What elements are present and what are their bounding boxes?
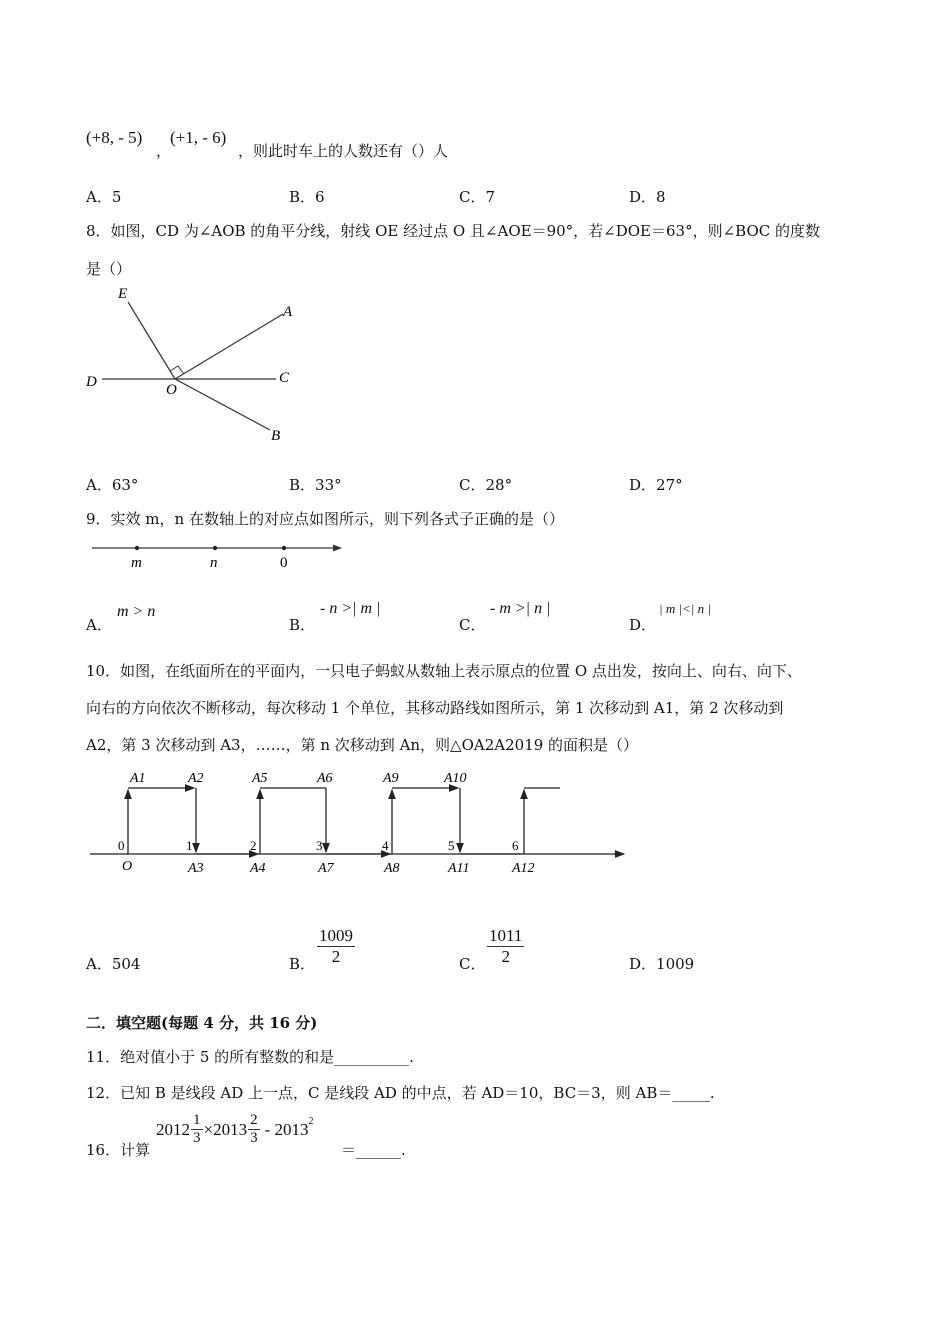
q9-option-a-expr: m > n xyxy=(117,603,156,620)
fraction-numerator: 1 xyxy=(193,1112,201,1128)
label-a6: A6 xyxy=(317,771,333,786)
q9-option-c-letter: C． xyxy=(459,616,486,634)
q8-text-line1: 8．如图，CD 为∠AOB 的角平分线，射线 OE 经过点 O 且∠AOE＝90°，若∠DOE＝63°，则∠BOC 的度数 xyxy=(86,222,820,240)
q10-option-c-fraction xyxy=(487,926,524,967)
q9-option-b-letter: B． xyxy=(289,616,316,634)
q9-option-d-letter: D． xyxy=(629,616,657,634)
q16-expression xyxy=(156,1112,314,1147)
expr-part: - 2013 xyxy=(264,1119,309,1139)
axis-label-zero: 0 xyxy=(280,555,288,571)
expr-fraction-1 xyxy=(191,1112,203,1147)
q11-text: 11．绝对值小于 5 的所有整数的和是__________. xyxy=(86,1048,414,1066)
label-a: A xyxy=(283,304,293,320)
q8-angle-figure xyxy=(80,280,310,450)
label-a4: A4 xyxy=(250,861,266,876)
q8-option-d: D．27° xyxy=(629,476,683,494)
label-a2: A2 xyxy=(188,771,204,786)
expr-part: 2012 xyxy=(156,1119,190,1139)
fraction-denominator: 2 xyxy=(501,947,510,966)
q10-option-b-fraction xyxy=(317,926,355,967)
q7-pair-2: (+1, - 6) xyxy=(170,128,227,147)
label-a7: A7 xyxy=(318,861,334,876)
label-a3: A3 xyxy=(188,861,204,876)
q8-option-a: A．63° xyxy=(86,476,139,494)
q7-sep: ， xyxy=(156,142,172,160)
fraction-numerator: 1011 xyxy=(489,926,523,945)
tick-6: 6 xyxy=(512,838,519,853)
axis-label-m: m xyxy=(131,555,142,571)
q10-option-c-letter: C． xyxy=(459,955,486,973)
q12-text: 12．已知 B 是线段 AD 上一点，C 是线段 AD 的中点，若 AD＝10，BC＝3，则 AB＝_____. xyxy=(86,1084,715,1102)
tick-0: 0 xyxy=(118,838,125,853)
label-origin: O xyxy=(122,859,133,874)
fraction-numerator: 2 xyxy=(250,1112,258,1128)
q9-option-c-expr: - m >| n | xyxy=(490,600,551,617)
label-b: B xyxy=(271,428,281,444)
tick-1: 1 xyxy=(186,838,193,853)
q9-option-a-letter: A． xyxy=(86,616,112,634)
section-title: 二．填空题(每题 4 分，共 16 分) xyxy=(86,1014,318,1032)
expr-fraction-2 xyxy=(248,1112,260,1147)
axis-label-n: n xyxy=(210,555,218,571)
q7-pair-1: (+8, - 5) xyxy=(86,128,143,147)
tick-4: 4 xyxy=(382,838,389,853)
label-d: D xyxy=(86,374,97,390)
q8-option-c: C．28° xyxy=(459,476,513,494)
q10-option-d: D．1009 xyxy=(629,955,695,973)
label-a8: A8 xyxy=(384,861,400,876)
q10-text-line2: 向右的方向依次不断移动，每次移动 1 个单位，其移动路线如图所示，第 1 次移动到 A1，第 2 次移动到 xyxy=(86,699,784,717)
label-a9: A9 xyxy=(383,771,399,786)
tick-3: 3 xyxy=(316,838,323,853)
q7-option-b: B．6 xyxy=(289,188,325,206)
q7-option-c: C．7 xyxy=(459,188,496,206)
q10-option-b-letter: B． xyxy=(289,955,316,973)
label-o: O xyxy=(166,382,177,398)
q7-option-d: D．8 xyxy=(629,188,666,206)
q9-option-d-expr: | m |<| n | xyxy=(659,601,711,616)
q16-tail: ＝______. xyxy=(341,1141,406,1159)
fraction-denominator: 3 xyxy=(250,1130,258,1146)
q10-option-a: A．504 xyxy=(86,955,141,973)
q7-text: ，则此时车上的人数还有（）人 xyxy=(238,142,449,160)
tick-2: 2 xyxy=(250,838,257,853)
q9-number-line xyxy=(86,536,356,576)
fraction-numerator: 1009 xyxy=(319,926,353,945)
expr-exponent: 2 xyxy=(308,1116,314,1127)
q10-text-line3: A2，第 3 次移动到 A3，……，第 n 次移动到 An，则△OA2A2019 的面积是（） xyxy=(86,736,639,754)
q10-path-figure xyxy=(84,764,644,884)
q8-text-line2: 是（） xyxy=(86,260,132,278)
label-a11: A11 xyxy=(448,861,470,876)
q16-prefix: 16．计算 xyxy=(86,1141,151,1159)
label-a10: A10 xyxy=(444,771,467,786)
q8-option-b: B．33° xyxy=(289,476,342,494)
expr-part: ×2013 xyxy=(203,1119,248,1139)
label-c: C xyxy=(279,370,290,386)
label-a1: A1 xyxy=(130,771,146,786)
q9-option-b-expr: - n >| m | xyxy=(320,600,381,617)
fraction-denominator: 2 xyxy=(331,947,341,966)
tick-5: 5 xyxy=(448,838,455,853)
q10-text-line1: 10．如图，在纸面所在的平面内，一只电子蚂蚁从数轴上表示原点的位置 O 点出发，按向上、向右、向下、 xyxy=(86,662,802,680)
label-a12: A12 xyxy=(512,861,535,876)
label-e: E xyxy=(118,286,128,302)
label-a5: A5 xyxy=(252,771,268,786)
q7-option-a: A．5 xyxy=(86,188,122,206)
fraction-denominator: 3 xyxy=(193,1130,201,1146)
q9-text: 9．实效 m，n 在数轴上的对应点如图所示，则下列各式子正确的是（） xyxy=(86,510,564,528)
